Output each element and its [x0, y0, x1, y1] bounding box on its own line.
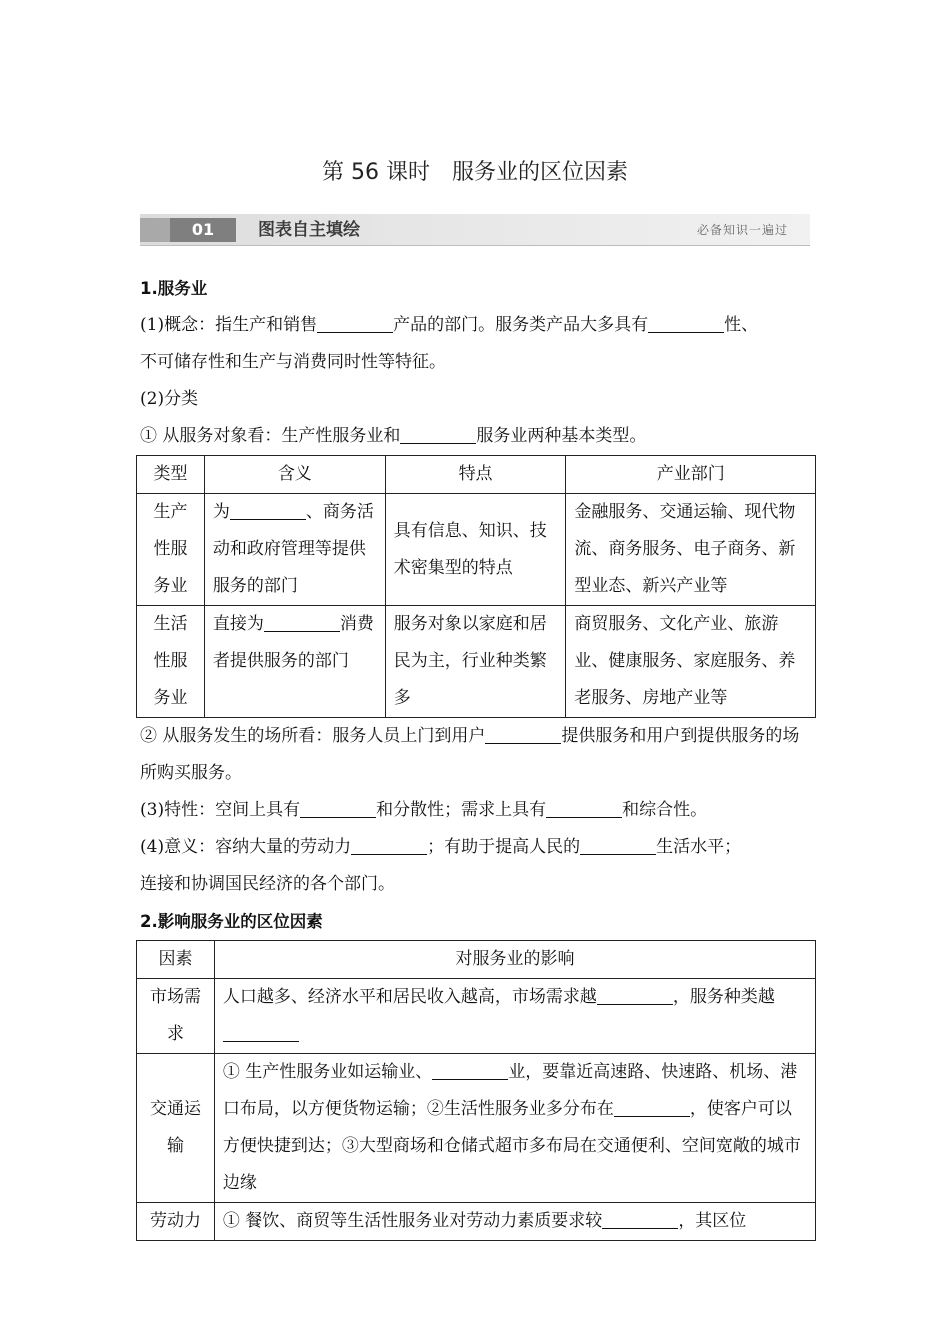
factor-cell: 市场需求: [137, 979, 215, 1054]
fill-blank[interactable]: [264, 614, 340, 632]
text: 产品的部门。服务类产品大多具有: [393, 315, 649, 335]
text: ，使客户可以方便快捷到达；③大型商场和仓储式超市多布局在交通便利、空间宽敞的城市边缘: [222, 1099, 801, 1193]
significance-paragraph-cont: 连接和协调国民经济的各个部门。: [140, 874, 395, 894]
text: (4)意义：容纳大量的劳动力: [140, 837, 352, 857]
fill-blank[interactable]: [580, 837, 656, 855]
fill-blank[interactable]: [223, 1024, 299, 1042]
section-banner: [140, 214, 810, 246]
impact-cell: [214, 1203, 815, 1241]
fill-blank[interactable]: [230, 502, 306, 520]
by-object-paragraph: [140, 418, 812, 455]
concept-paragraph-cont: 不可储存性和生产与消费同时性等特征。: [140, 352, 446, 372]
text: 直接为: [212, 614, 264, 634]
text: ② 从服务发生的场所看：服务人员上门到用户: [140, 726, 486, 746]
text: 消费者提供服务的部门: [212, 614, 374, 671]
text: 和分散性；需求上具有: [376, 800, 547, 820]
table-header-cell: 特点: [385, 456, 566, 494]
table-row: [137, 1054, 816, 1203]
fill-blank[interactable]: [300, 800, 376, 818]
table-row: [137, 606, 816, 718]
factor-cell: 劳动力: [137, 1203, 215, 1241]
factor-cell: 交通运输: [137, 1054, 215, 1203]
section-number: 01: [170, 218, 236, 242]
text: ① 生产性服务业如运输业、: [222, 1062, 433, 1082]
fill-blank[interactable]: [432, 1062, 508, 1080]
location-factors-table: [136, 940, 816, 1241]
text: 生活水平；: [656, 837, 742, 857]
table-header-cell: 产业部门: [566, 456, 816, 494]
section-heading-service-industry: 1.服务业: [140, 279, 208, 298]
type-cell: 生产性服务业: [137, 494, 205, 606]
meaning-cell: [204, 606, 385, 718]
table-row: [137, 1203, 816, 1241]
table-header-cell: 含义: [204, 456, 385, 494]
text: ① 餐饮、商贸等生活性服务业对劳动力素质要求较: [222, 1211, 603, 1231]
text: ，其区位: [678, 1211, 747, 1231]
text: 性、: [724, 315, 759, 335]
fill-blank[interactable]: [400, 426, 476, 444]
text: 提供服务和用户到提供服务的场所购买服务。: [140, 726, 800, 783]
table-header-row: [137, 941, 816, 979]
feature-cell: 服务对象以家庭和居民为主，行业种类繁多: [385, 606, 566, 718]
section-subtitle: 必备知识一遍过: [696, 223, 788, 237]
table-header-row: [137, 456, 816, 494]
fill-blank[interactable]: [317, 315, 393, 333]
section-title: 图表自主填绘: [258, 220, 360, 240]
traits-paragraph: [140, 792, 812, 829]
fill-blank[interactable]: [351, 837, 427, 855]
text: (1)概念：指生产和销售: [140, 315, 318, 335]
text: ；有助于提高人民的: [427, 837, 581, 857]
concept-paragraph: [140, 307, 812, 344]
fill-blank[interactable]: [602, 1211, 678, 1229]
text: 服务业两种基本类型。: [476, 426, 647, 446]
table-row: [137, 494, 816, 606]
impact-cell: [214, 1054, 815, 1203]
sectors-cell: 金融服务、交通运输、现代物流、商务服务、电子商务、新型业态、新兴产业等: [566, 494, 816, 606]
fill-blank[interactable]: [614, 1099, 690, 1117]
text: (3)特性：空间上具有: [140, 800, 301, 820]
impact-cell: [214, 979, 815, 1054]
table-header-cell: 对服务业的影响: [214, 941, 815, 979]
section-heading-location-factors: 2.影响服务业的区位因素: [140, 912, 323, 931]
text: ，服务种类越: [672, 987, 775, 1007]
table-header-cell: 类型: [137, 456, 205, 494]
text: 人口越多、经济水平和居民收入越高，市场需求越: [222, 987, 597, 1007]
text: 为: [212, 502, 230, 522]
text: ① 从服务对象看：生产性服务业和: [140, 426, 401, 446]
table-row: [137, 979, 816, 1054]
banner-divider: [140, 245, 810, 246]
text: 和综合性。: [622, 800, 708, 820]
banner-accent: [140, 218, 170, 242]
service-types-table: [136, 455, 816, 718]
feature-cell: 具有信息、知识、技术密集型的特点: [385, 494, 566, 606]
text: 、商务活动和政府管理等提供服务的部门: [212, 502, 374, 596]
lesson-title: 第 56 课时 服务业的区位因素: [322, 160, 628, 185]
fill-blank[interactable]: [485, 726, 561, 744]
sectors-cell: 商贸服务、文化产业、旅游业、健康服务、家庭服务、养老服务、房地产业等: [566, 606, 816, 718]
by-place-paragraph: [140, 718, 812, 792]
text: 业，要靠近高速路、快速路、机场、港口布局，以方便货物运输；②生活性服务业多分布在: [222, 1062, 798, 1119]
type-cell: 生活性服务业: [137, 606, 205, 718]
fill-blank[interactable]: [648, 315, 724, 333]
fill-blank[interactable]: [546, 800, 622, 818]
classification-heading: (2)分类: [140, 389, 199, 409]
main-content: [140, 270, 812, 1241]
fill-blank[interactable]: [597, 987, 673, 1005]
table-header-cell: 因素: [137, 941, 215, 979]
significance-paragraph: [140, 829, 812, 866]
meaning-cell: [204, 494, 385, 606]
